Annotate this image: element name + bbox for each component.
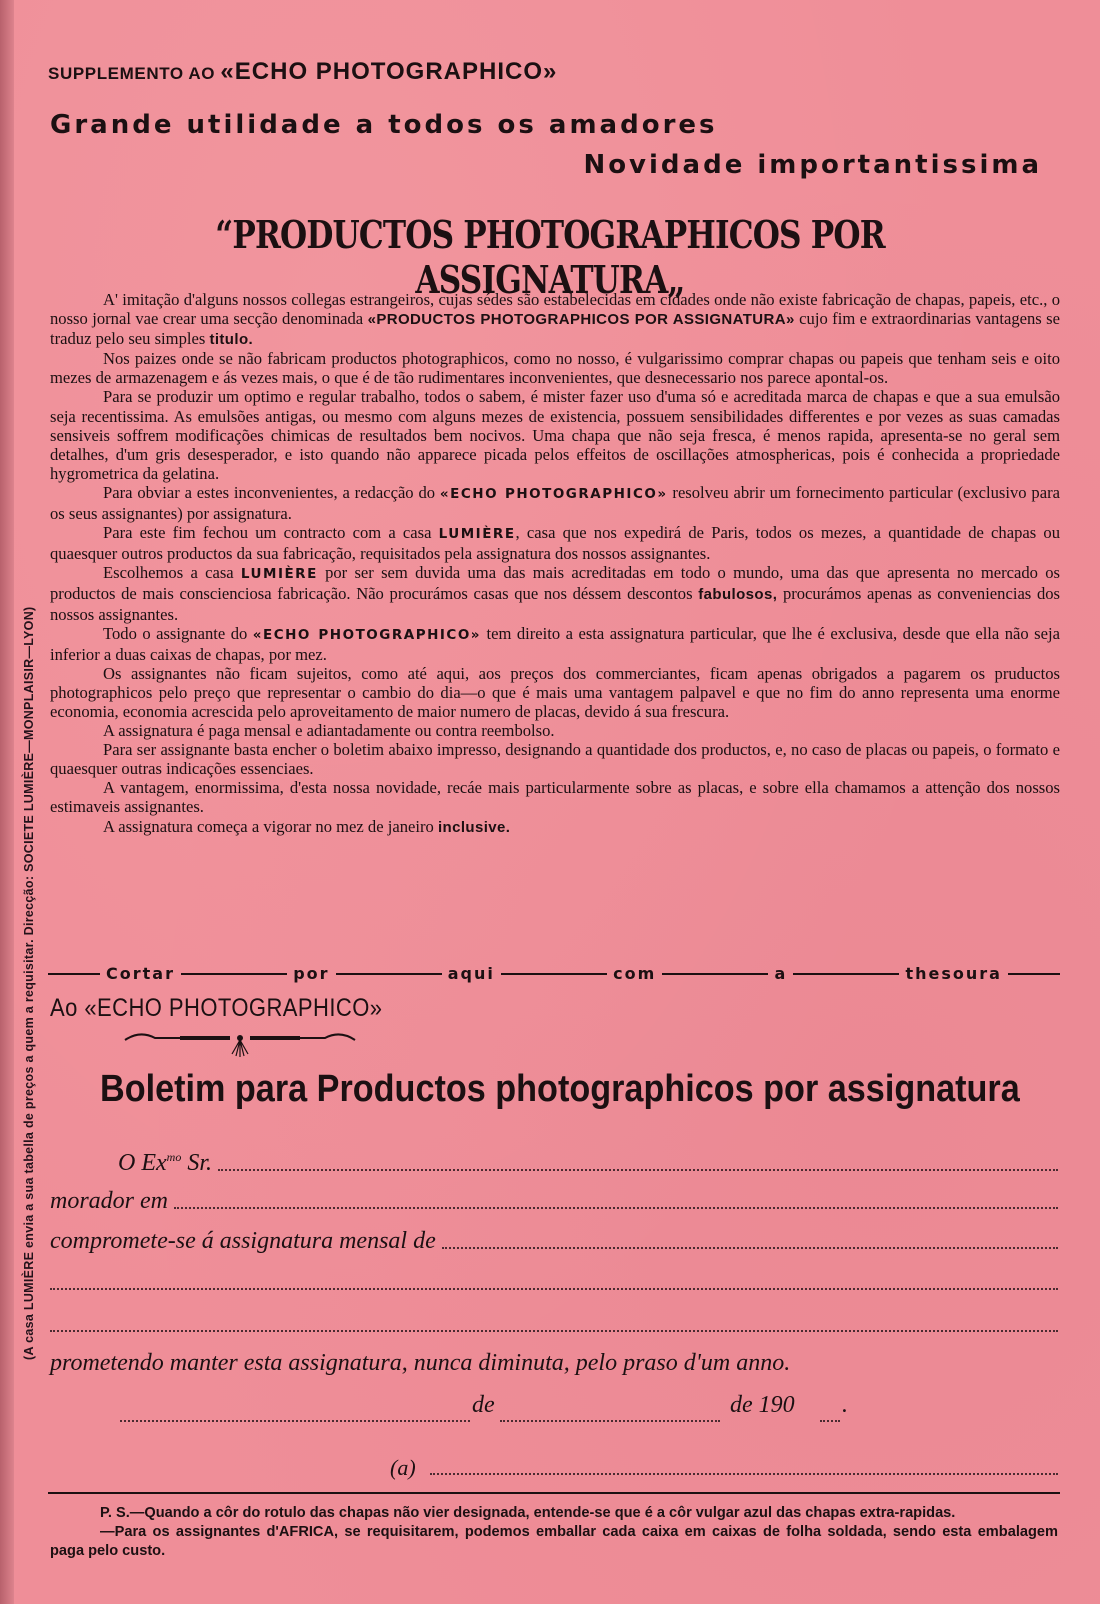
- cut-word: aqui: [447, 964, 495, 983]
- field-residence[interactable]: [50, 1188, 1058, 1215]
- headline-utility: Grande utilidade a todos os amadores: [50, 110, 718, 140]
- date-year-label: [730, 1392, 795, 1419]
- text: , casa que nos expedirá de Paris, todos os mezes, a quantidade de chapas ou quaesquer outros productos da sua fabricação, requisitados pela assignatura dos nossos assignantes.: [50, 523, 1060, 564]
- main-title: “PRODUCTOS PHOTOGRAPHICOS POR ASSIGNATURA„: [215, 212, 885, 302]
- cut-word: com: [613, 964, 657, 983]
- paragraph: A vantagem, enormissima, d'esta nossa novidade, recáe mais particularmente sobre as placas, e sobre ella chamamos a attenção dos nossos estimaveis assignantes.: [50, 778, 1060, 817]
- binding-edge: [0, 0, 14, 1604]
- text: resolveu abrir um fornecimento particular (exclusivo para os seus assignantes) por assignatura.: [50, 482, 1060, 524]
- dash: [501, 973, 607, 975]
- postscript: [50, 1504, 1058, 1561]
- field-addressee-name[interactable]: [118, 1150, 1058, 1177]
- paragraph: [50, 483, 1060, 523]
- day-fill-line[interactable]: [500, 1420, 720, 1422]
- field-label: de: [472, 1392, 495, 1418]
- fancy-text: LUMIÈRE: [438, 526, 516, 543]
- form-title: Boletim para Productos photographicos por assignatura: [100, 1068, 1020, 1110]
- fancy-text: LUMIÈRE: [240, 566, 318, 583]
- field-label: [118, 1150, 212, 1177]
- cut-word: a: [774, 964, 788, 983]
- paragraph: [50, 563, 1060, 623]
- paragraph: Os assignantes não ficam sujeitos, como até aqui, aos preços dos commerciantes, ficam apenas obrigados a pagarem os pruductos photographicos pelo preço que representar o cambio do dia—o que é mais uma vantagem palpavel e que no fim do anno representa uma enorme economia, economia acrescida pelo aproveitamento de maior numero de placas, devido á sua frescura.: [50, 663, 1060, 721]
- dash: [336, 973, 442, 975]
- fill-line[interactable]: [442, 1247, 1058, 1249]
- field-label: (a): [390, 1455, 416, 1480]
- paragraph: [50, 290, 1060, 349]
- supplement-title: «ECHO PHOTOGRAPHICO»: [220, 58, 558, 85]
- bold-text: fabulosos,: [698, 586, 778, 604]
- superscript: mo: [166, 1150, 182, 1164]
- ps-line: —Para os assignantes d'AFRICA, se requisitarem, podemos emballar cada caixa em caixas de folha soldada, sendo esta embalagem paga pelo custo.: [50, 1524, 1058, 1559]
- field-subscription[interactable]: [50, 1228, 1058, 1255]
- blank-fill-line[interactable]: [50, 1330, 1058, 1332]
- field-label: de 190: [730, 1392, 795, 1418]
- fill-line[interactable]: [174, 1207, 1058, 1209]
- field-label: morador em: [50, 1188, 168, 1214]
- dash: [793, 973, 899, 975]
- bold-text: titulo.: [209, 331, 254, 349]
- dash: [1008, 973, 1060, 975]
- fancy-text: «ECHO PHOTOGRAPHICO»: [439, 485, 668, 502]
- date-period: [842, 1392, 848, 1419]
- paragraph: Para se produzir um optimo e regular trabalho, todos o sabem, é mister fazer uso d'uma só e acreditada marca de chapas e que a sua emulsão seja recentissima. As emulsões antigas, ou mesmo com alguns mezes de existencia, possuem sensibilidades differentes e por vezes as suas camadas sensiveis soffrem modificações chimicas de resultados bem nocivos. Uma chapa que não seja fresca, é menos rapida, apresenta-se no geral sem detalhes, d'um gris desesperador, e isto quando não apparece picada pelos effeitos de oscillações atmosphericas, pois é conhecida a propriedade hygrometrica da gelatina.: [50, 387, 1060, 483]
- supplement-header: [48, 58, 557, 86]
- blank-fill-line[interactable]: [50, 1288, 1058, 1290]
- fill-line[interactable]: [218, 1169, 1058, 1171]
- cut-word: por: [293, 964, 330, 983]
- year-fill-line[interactable]: [820, 1420, 840, 1422]
- fancy-text: «ECHO PHOTOGRAPHICO»: [252, 626, 482, 643]
- cut-word: thesoura: [905, 964, 1002, 983]
- bold-text: inclusive.: [437, 818, 511, 836]
- form-addressee: Ao «ECHO PHOTOGRAPHICO»: [50, 994, 383, 1022]
- text: Para obviar a estes inconvenientes, a redacção do: [103, 482, 440, 502]
- article-body: [50, 290, 1060, 837]
- date-de-label: [472, 1392, 495, 1419]
- dash: [48, 973, 100, 975]
- promise-line: [50, 1350, 1058, 1377]
- paragraph: [50, 624, 1060, 664]
- paragraph: Nos paizes onde se não fabricam productos photographicos, como no nosso, é vulgarissimo comprar chapas ou papeis que tenham seis e oito mezes de armazenagem e ás vezes mais, o que é de tão rudimentares inconvenientes, que desnecessario nos parece apontal-os.: [50, 349, 1060, 388]
- dash: [181, 973, 287, 975]
- sidebar-note: (A casa LUMIÈRE envia a sua tabella de preços a quem a requisitar. Direcção: SOCIETE LUMIÈRE—MONPLAISIR—LYON): [22, 606, 36, 1360]
- fill-line[interactable]: [430, 1473, 1058, 1475]
- text: Escolhemos a casa: [103, 563, 241, 583]
- paragraph: Para ser assignante basta encher o boletim abaixo impresso, designando a quantidade dos productos, e, no caso de placas ou papeis, o formato e quaesquer outras indicações essenciaes.: [50, 740, 1060, 779]
- text: .: [842, 1392, 848, 1418]
- text: por ser sem duvida uma das mais acreditadas em todo o mundo, uma das que apresenta no mercado os productos de mais conscienciosa fabricação. Não procurámos casas que nos déssem descontos: [50, 563, 1060, 604]
- text: A' imitação d'alguns nossos collegas estrangeiros, cujas sédes são estabelecidas em cidades onde não existe fabricação de chapas, papeis, etc., o nosso jornal vae crear uma secção denominada: [50, 290, 1060, 329]
- field-signature[interactable]: [390, 1455, 1058, 1481]
- supplement-prefix: SUPPLEMENTO AO: [48, 64, 216, 83]
- text: O Ex: [118, 1150, 167, 1176]
- text: Para este fim fechou um contracto com a casa: [103, 523, 439, 543]
- cut-line: [48, 964, 1060, 983]
- paragraph: A assignatura é paga mensal e adiantadamente ou contra reembolso.: [103, 721, 555, 741]
- divider: [48, 1492, 1060, 1494]
- place-fill-line[interactable]: [120, 1420, 470, 1422]
- cut-word: Cortar: [106, 964, 175, 983]
- text: A assignatura começa a vigorar no mez de janeiro: [103, 816, 438, 836]
- bold-text: «PRODUCTOS PHOTOGRAPHICOS POR ASSIGNATURA»: [367, 311, 795, 329]
- text: tem direito a esta assignatura particular, que lhe é exclusiva, desde que ella não seja inferior a duas caixas de chapas, por mez.: [50, 623, 1060, 664]
- paragraph: [50, 523, 1060, 563]
- ps-line: P. S.—Quando a côr do rotulo das chapas não vier designada, entende-se que é a côr vulgar azul das chapas extra-rapidas.: [100, 1505, 956, 1521]
- ornament-divider-icon: [120, 1026, 360, 1060]
- text: Todo o assignante do: [103, 623, 253, 643]
- headline-novelty: Novidade importantissima: [583, 150, 1042, 180]
- field-label: compromete-se á assignatura mensal de: [50, 1228, 436, 1254]
- text: cujo fim e extraordinarias vantagens se traduz pelo seu simples: [50, 309, 1061, 349]
- paragraph: [50, 817, 1060, 837]
- dash: [662, 973, 768, 975]
- field-label: prometendo manter esta assignatura, nunca diminuta, pelo praso d'um anno.: [50, 1350, 791, 1376]
- text: Sr.: [181, 1150, 213, 1176]
- text: procurámos apenas as conveniencias dos nossos assignantes.: [50, 584, 1060, 624]
